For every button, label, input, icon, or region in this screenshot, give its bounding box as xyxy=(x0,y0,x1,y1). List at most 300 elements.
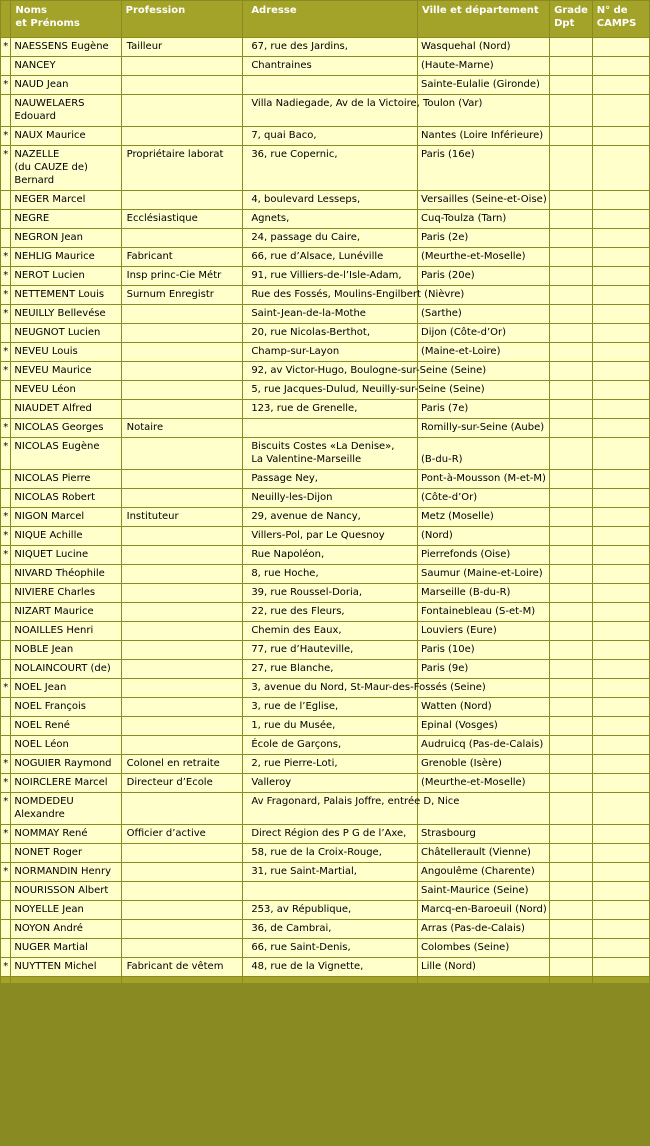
row-city: Wasquehal (Nord) xyxy=(418,38,550,57)
row-camps xyxy=(592,127,649,146)
table-row xyxy=(1,920,650,939)
row-star: * xyxy=(1,419,11,438)
row-address: 3, rue de l’Eglise, xyxy=(243,698,418,717)
row-name: NEVEU Maurice xyxy=(11,362,121,381)
row-profession xyxy=(121,546,243,565)
row-address: Rue des Fossés, Moulins-Engilbert (Nièvre) xyxy=(243,286,418,305)
row-address: 27, rue Blanche, xyxy=(243,660,418,679)
table-row xyxy=(1,438,650,470)
row-city: Marcq-en-Baroeuil (Nord) xyxy=(418,901,550,920)
header-city: Ville et département xyxy=(418,1,550,38)
table-row xyxy=(1,470,650,489)
row-grade xyxy=(550,267,593,286)
row-profession: Officier d’active xyxy=(121,825,243,844)
row-star xyxy=(1,400,11,419)
row-address: Agnets, xyxy=(243,210,418,229)
table-row xyxy=(1,305,650,324)
row-star: * xyxy=(1,286,11,305)
row-camps xyxy=(592,489,649,508)
row-address: Av Fragonard, Palais Joffre, entrée D, Nice xyxy=(243,793,418,825)
row-star: * xyxy=(1,38,11,57)
row-star: * xyxy=(1,248,11,267)
row-address: Valleroy xyxy=(243,774,418,793)
row-name: NOEL René xyxy=(11,717,121,736)
row-star xyxy=(1,844,11,863)
row-profession xyxy=(121,381,243,400)
row-profession xyxy=(121,127,243,146)
row-name: NIQUE Achille xyxy=(11,527,121,546)
row-city: Saint-Maurice (Seine) xyxy=(418,882,550,901)
row-star xyxy=(1,717,11,736)
row-address: Champ-sur-Layon xyxy=(243,343,418,362)
row-address: 24, passage du Caire, xyxy=(243,229,418,248)
row-city: Sainte-Eulalie (Gironde) xyxy=(418,76,550,95)
row-camps xyxy=(592,698,649,717)
row-city: Paris (10e) xyxy=(418,641,550,660)
row-grade xyxy=(550,660,593,679)
row-profession xyxy=(121,679,243,698)
row-grade xyxy=(550,717,593,736)
row-star xyxy=(1,622,11,641)
row-star: * xyxy=(1,362,11,381)
row-grade xyxy=(550,57,593,76)
row-camps xyxy=(592,641,649,660)
row-city: Audruicq (Pas-de-Calais) xyxy=(418,736,550,755)
row-city: (Meurthe-et-Moselle) xyxy=(418,248,550,267)
row-address: Neuilly-les-Dijon xyxy=(243,489,418,508)
row-star: * xyxy=(1,825,11,844)
table-row xyxy=(1,527,650,546)
row-profession: Surnum Enregistr xyxy=(121,286,243,305)
row-grade xyxy=(550,679,593,698)
table-row xyxy=(1,641,650,660)
table-row xyxy=(1,191,650,210)
row-camps xyxy=(592,267,649,286)
row-camps xyxy=(592,57,649,76)
row-name: NETTEMENT Louis xyxy=(11,286,121,305)
row-camps xyxy=(592,305,649,324)
header-row xyxy=(1,1,650,38)
row-city: Metz (Moselle) xyxy=(418,508,550,527)
row-grade xyxy=(550,38,593,57)
row-grade xyxy=(550,248,593,267)
row-profession xyxy=(121,343,243,362)
row-grade xyxy=(550,191,593,210)
row-profession xyxy=(121,438,243,470)
row-grade xyxy=(550,438,593,470)
row-camps xyxy=(592,146,649,191)
row-grade xyxy=(550,400,593,419)
row-city: Pont-à-Mousson (M-et-M) xyxy=(418,470,550,489)
row-camps xyxy=(592,470,649,489)
row-grade xyxy=(550,127,593,146)
row-address: Saint-Jean-de-la-Mothe xyxy=(243,305,418,324)
row-grade xyxy=(550,793,593,825)
footer-row xyxy=(1,977,650,984)
row-city: (Sarthe) xyxy=(418,305,550,324)
row-camps xyxy=(592,438,649,470)
row-name: NICOLAS Robert xyxy=(11,489,121,508)
row-star xyxy=(1,381,11,400)
row-camps xyxy=(592,191,649,210)
table-row xyxy=(1,844,650,863)
row-grade xyxy=(550,939,593,958)
row-address xyxy=(243,419,418,438)
row-address: 29, avenue de Nancy, xyxy=(243,508,418,527)
row-profession xyxy=(121,95,243,127)
row-grade xyxy=(550,736,593,755)
row-name: NEUILLY Bellevése xyxy=(11,305,121,324)
row-camps xyxy=(592,660,649,679)
row-star: * xyxy=(1,127,11,146)
header-address: Adresse xyxy=(243,1,418,38)
row-camps xyxy=(592,755,649,774)
row-star xyxy=(1,57,11,76)
row-star xyxy=(1,565,11,584)
row-address: 92, av Victor-Hugo, Boulogne-sur-Seine (Seine) xyxy=(243,362,418,381)
table-row xyxy=(1,286,650,305)
row-camps xyxy=(592,603,649,622)
row-camps xyxy=(592,622,649,641)
row-city: Angoulême (Charente) xyxy=(418,863,550,882)
row-address: Villers-Pol, par Le Quesnoy xyxy=(243,527,418,546)
table-row xyxy=(1,774,650,793)
row-star: * xyxy=(1,755,11,774)
row-name: NOMMAY René xyxy=(11,825,121,844)
row-star xyxy=(1,324,11,343)
row-name: NAUX Maurice xyxy=(11,127,121,146)
table-row xyxy=(1,793,650,825)
table-row xyxy=(1,736,650,755)
row-star xyxy=(1,939,11,958)
row-grade xyxy=(550,362,593,381)
row-address: École de Garçons, xyxy=(243,736,418,755)
row-city: Cuq-Toulza (Tarn) xyxy=(418,210,550,229)
table-row xyxy=(1,381,650,400)
table-row xyxy=(1,584,650,603)
row-city: (Haute-Marne) xyxy=(418,57,550,76)
row-star xyxy=(1,210,11,229)
table-row xyxy=(1,210,650,229)
row-profession xyxy=(121,305,243,324)
row-city: Châtellerault (Vienne) xyxy=(418,844,550,863)
row-name: NEUGNOT Lucien xyxy=(11,324,121,343)
row-address: Chantraines xyxy=(243,57,418,76)
row-grade xyxy=(550,146,593,191)
row-grade xyxy=(550,641,593,660)
row-address: 36, rue Copernic, xyxy=(243,146,418,191)
row-city: (B-du-R) xyxy=(418,438,550,470)
row-camps xyxy=(592,565,649,584)
row-grade xyxy=(550,286,593,305)
row-city: Colombes (Seine) xyxy=(418,939,550,958)
row-address xyxy=(243,882,418,901)
row-address: Rue Napoléon, xyxy=(243,546,418,565)
row-grade xyxy=(550,76,593,95)
header-camps: N° de CAMPS xyxy=(592,1,649,38)
table-row xyxy=(1,76,650,95)
row-address: 3, avenue du Nord, St-Maur-des-Fossés (Seine) xyxy=(243,679,418,698)
row-profession xyxy=(121,641,243,660)
row-address: 2, rue Pierre-Loti, xyxy=(243,755,418,774)
row-address: 67, rue des Jardins, xyxy=(243,38,418,57)
table-row xyxy=(1,400,650,419)
table-row xyxy=(1,127,650,146)
row-address: 123, rue de Grenelle, xyxy=(243,400,418,419)
row-profession: Colonel en retraite xyxy=(121,755,243,774)
row-profession xyxy=(121,793,243,825)
row-city: Paris (7e) xyxy=(418,400,550,419)
row-city: Saumur (Maine-et-Loire) xyxy=(418,565,550,584)
row-star: * xyxy=(1,774,11,793)
table-row xyxy=(1,679,650,698)
row-profession xyxy=(121,57,243,76)
row-address xyxy=(243,76,418,95)
row-address: 4, boulevard Lesseps, xyxy=(243,191,418,210)
row-name: NOAILLES Henri xyxy=(11,622,121,641)
row-profession: Propriétaire laborat xyxy=(121,146,243,191)
row-profession xyxy=(121,400,243,419)
row-grade xyxy=(550,546,593,565)
table-row xyxy=(1,622,650,641)
row-name: NOEL Léon xyxy=(11,736,121,755)
row-address: 36, de Cambrai, xyxy=(243,920,418,939)
row-name: NEGRON Jean xyxy=(11,229,121,248)
row-grade xyxy=(550,825,593,844)
row-grade xyxy=(550,565,593,584)
row-name: NEVEU Louis xyxy=(11,343,121,362)
row-camps xyxy=(592,508,649,527)
table-row xyxy=(1,324,650,343)
row-camps xyxy=(592,229,649,248)
row-city: Louviers (Eure) xyxy=(418,622,550,641)
header-name: Noms et Prénoms xyxy=(11,1,121,38)
row-grade xyxy=(550,305,593,324)
row-name: NAUWELAERS Edouard xyxy=(11,95,121,127)
row-profession xyxy=(121,863,243,882)
row-grade xyxy=(550,603,593,622)
row-grade xyxy=(550,229,593,248)
row-name: NUYTTEN Michel xyxy=(11,958,121,977)
row-address: 58, rue de la Croix-Rouge, xyxy=(243,844,418,863)
row-camps xyxy=(592,863,649,882)
row-profession xyxy=(121,229,243,248)
row-name: NOMDEDEU Alexandre xyxy=(11,793,121,825)
row-camps xyxy=(592,774,649,793)
row-star xyxy=(1,736,11,755)
row-star xyxy=(1,920,11,939)
row-profession xyxy=(121,901,243,920)
row-profession xyxy=(121,527,243,546)
row-camps xyxy=(592,717,649,736)
row-city: Dijon (Côte-d’Or) xyxy=(418,324,550,343)
row-grade xyxy=(550,470,593,489)
row-city: (Nord) xyxy=(418,527,550,546)
row-grade xyxy=(550,863,593,882)
row-profession xyxy=(121,324,243,343)
row-grade xyxy=(550,882,593,901)
row-star: * xyxy=(1,679,11,698)
row-address: 48, rue de la Vignette, xyxy=(243,958,418,977)
row-name: NOIRCLERE Marcel xyxy=(11,774,121,793)
row-city: Lille (Nord) xyxy=(418,958,550,977)
table-row xyxy=(1,489,650,508)
row-address: Chemin des Eaux, xyxy=(243,622,418,641)
row-profession: Fabricant xyxy=(121,248,243,267)
row-grade xyxy=(550,920,593,939)
row-profession xyxy=(121,698,243,717)
row-profession: Tailleur xyxy=(121,38,243,57)
row-city: Strasbourg xyxy=(418,825,550,844)
row-city: Arras (Pas-de-Calais) xyxy=(418,920,550,939)
row-star: * xyxy=(1,793,11,825)
row-city: (Meurthe-et-Moselle) xyxy=(418,774,550,793)
row-star xyxy=(1,603,11,622)
row-star xyxy=(1,191,11,210)
row-profession xyxy=(121,920,243,939)
row-star: * xyxy=(1,305,11,324)
row-grade xyxy=(550,527,593,546)
table-row xyxy=(1,362,650,381)
row-grade xyxy=(550,901,593,920)
row-name: NEGRE xyxy=(11,210,121,229)
row-profession: Notaire xyxy=(121,419,243,438)
row-address: 8, rue Hoche, xyxy=(243,565,418,584)
row-camps xyxy=(592,248,649,267)
row-grade xyxy=(550,381,593,400)
row-address: Direct Région des P G de l’Axe, xyxy=(243,825,418,844)
row-city: (Maine-et-Loire) xyxy=(418,343,550,362)
row-city: Versailles (Seine-et-Oise) xyxy=(418,191,550,210)
row-star: * xyxy=(1,76,11,95)
row-grade xyxy=(550,958,593,977)
table-row xyxy=(1,717,650,736)
row-camps xyxy=(592,419,649,438)
table-row xyxy=(1,755,650,774)
row-camps xyxy=(592,920,649,939)
row-grade xyxy=(550,774,593,793)
row-profession: Ecclésiastique xyxy=(121,210,243,229)
row-profession xyxy=(121,362,243,381)
row-grade xyxy=(550,755,593,774)
row-name: NIVARD Théophile xyxy=(11,565,121,584)
row-grade xyxy=(550,844,593,863)
row-profession: Insp princ-Cie Métr xyxy=(121,267,243,286)
header-profession: Profession xyxy=(121,1,243,38)
row-profession xyxy=(121,470,243,489)
row-name: NIZART Maurice xyxy=(11,603,121,622)
table-row xyxy=(1,267,650,286)
row-camps xyxy=(592,95,649,127)
row-camps xyxy=(592,343,649,362)
row-camps xyxy=(592,679,649,698)
row-profession: Instituteur xyxy=(121,508,243,527)
row-name: NOURISSON Albert xyxy=(11,882,121,901)
row-star xyxy=(1,698,11,717)
table-row xyxy=(1,546,650,565)
row-name: NIQUET Lucine xyxy=(11,546,121,565)
header-star xyxy=(1,1,11,38)
row-grade xyxy=(550,622,593,641)
row-star xyxy=(1,229,11,248)
row-address: 66, rue Saint-Denis, xyxy=(243,939,418,958)
table-row xyxy=(1,146,650,191)
row-address: Villa Nadiegade, Av de la Victoire, Toulon (Var) xyxy=(243,95,418,127)
row-city: Nantes (Loire Inférieure) xyxy=(418,127,550,146)
row-name: NOEL Jean xyxy=(11,679,121,698)
table-row xyxy=(1,882,650,901)
row-star: * xyxy=(1,958,11,977)
table-row xyxy=(1,565,650,584)
row-city: Epinal (Vosges) xyxy=(418,717,550,736)
row-name: NUGER Martial xyxy=(11,939,121,958)
row-profession xyxy=(121,882,243,901)
row-profession: Directeur d’Ecole xyxy=(121,774,243,793)
row-name: NOBLE Jean xyxy=(11,641,121,660)
row-profession: Fabricant de vêtem xyxy=(121,958,243,977)
row-name: NOGUIER Raymond xyxy=(11,755,121,774)
table-row xyxy=(1,958,650,977)
row-profession xyxy=(121,717,243,736)
row-star: * xyxy=(1,438,11,470)
row-grade xyxy=(550,698,593,717)
row-profession xyxy=(121,736,243,755)
row-star: * xyxy=(1,343,11,362)
row-profession xyxy=(121,622,243,641)
row-name: NEHLIG Maurice xyxy=(11,248,121,267)
row-star xyxy=(1,470,11,489)
row-star: * xyxy=(1,508,11,527)
table-row xyxy=(1,863,650,882)
table-row xyxy=(1,508,650,527)
row-name: NOEL François xyxy=(11,698,121,717)
row-name: NEROT Lucien xyxy=(11,267,121,286)
table-row xyxy=(1,419,650,438)
row-city: Romilly-sur-Seine (Aube) xyxy=(418,419,550,438)
row-address: 5, rue Jacques-Dulud, Neuilly-sur-Seine (Seine) xyxy=(243,381,418,400)
row-city: Marseille (B-du-R) xyxy=(418,584,550,603)
row-profession xyxy=(121,844,243,863)
row-camps xyxy=(592,527,649,546)
row-grade xyxy=(550,508,593,527)
row-star xyxy=(1,901,11,920)
row-address: 66, rue d’Alsace, Lunéville xyxy=(243,248,418,267)
row-address: 22, rue des Fleurs, xyxy=(243,603,418,622)
row-city: Grenoble (Isère) xyxy=(418,755,550,774)
row-name: NIVIERE Charles xyxy=(11,584,121,603)
row-address: 39, rue Roussel-Doria, xyxy=(243,584,418,603)
row-address: 253, av République, xyxy=(243,901,418,920)
row-name: NICOLAS Georges xyxy=(11,419,121,438)
row-star: * xyxy=(1,546,11,565)
row-camps xyxy=(592,286,649,305)
table-row xyxy=(1,343,650,362)
row-star xyxy=(1,660,11,679)
row-city: Paris (16e) xyxy=(418,146,550,191)
row-profession xyxy=(121,660,243,679)
row-name: NAESSENS Eugène xyxy=(11,38,121,57)
table-row xyxy=(1,825,650,844)
row-grade xyxy=(550,343,593,362)
row-name: NIAUDET Alfred xyxy=(11,400,121,419)
row-star xyxy=(1,882,11,901)
row-grade xyxy=(550,324,593,343)
row-name: NEGER Marcel xyxy=(11,191,121,210)
row-address: 1, rue du Musée, xyxy=(243,717,418,736)
row-city: Paris (20e) xyxy=(418,267,550,286)
table-row xyxy=(1,660,650,679)
row-city: (Côte-d’Or) xyxy=(418,489,550,508)
